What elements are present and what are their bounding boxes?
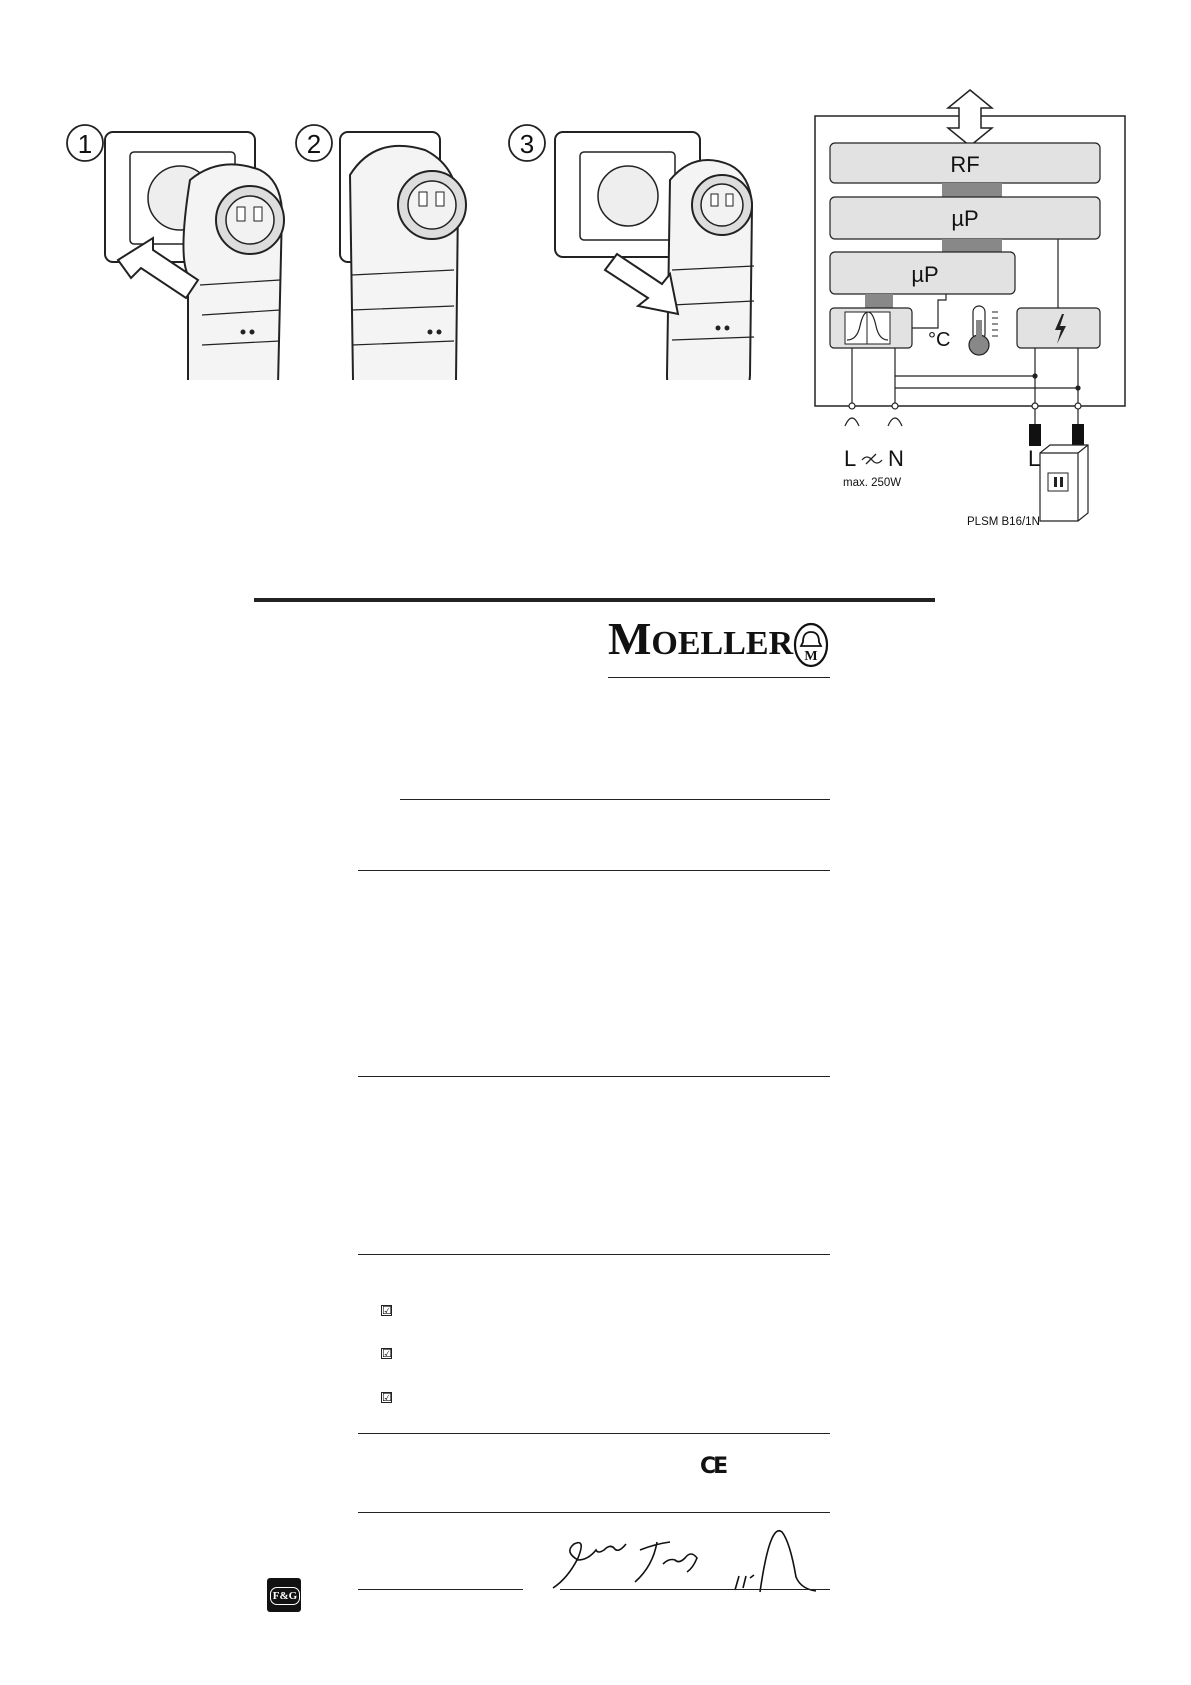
circuit-breaker-icon [1040, 445, 1088, 521]
mp-label-1: µP [951, 206, 979, 231]
block-diagram [810, 88, 1140, 538]
output-label-n: N [888, 446, 904, 471]
mp-mp-connector [942, 239, 1002, 252]
field-line-1 [400, 799, 830, 800]
step-3-illustration [509, 125, 754, 380]
installation-illustrations [50, 110, 770, 380]
remove-arrow-icon [605, 254, 678, 314]
section-rule-2 [358, 1076, 830, 1077]
step-3-number: 3 [519, 129, 535, 159]
load-spec: max. 250W [843, 477, 902, 489]
input-label-l: L [1028, 446, 1041, 471]
signature-line-right [560, 1589, 830, 1590]
input-plug-l [1029, 424, 1041, 446]
section-rule-4 [358, 1433, 830, 1434]
header-rule [254, 598, 935, 602]
signature-line-left [358, 1589, 523, 1590]
fg-logo [267, 1578, 301, 1612]
moeller-bell-emblem [793, 622, 829, 668]
output-terminal-l-icon [845, 418, 859, 426]
mp-label-2: µP [911, 262, 939, 287]
section-rule-1 [358, 870, 830, 871]
standard-checkbox-3[interactable]: ☑ [382, 1391, 392, 1404]
step-1-illustration [67, 125, 284, 380]
step-2-number: 2 [306, 129, 322, 159]
dimmer-symbol-icon [862, 454, 882, 464]
standard-checkbox-2[interactable]: ☑ [382, 1347, 392, 1360]
logo-initial: M [608, 613, 652, 664]
output-label-l: L [844, 446, 857, 471]
breaker-label: PLSM B16/1N [967, 516, 1040, 528]
rf-label: RF [950, 152, 980, 177]
temperature-unit: °C [928, 329, 951, 351]
logo-rest: OELLER [651, 625, 794, 662]
section-rule-5 [358, 1512, 830, 1513]
input-plug-n [1072, 424, 1084, 446]
step-1-number: 1 [77, 129, 93, 159]
rf-mp-connector [942, 183, 1002, 197]
fg-logo-text: F&G [270, 1587, 300, 1605]
moeller-logo [608, 612, 793, 665]
section-rule-3 [358, 1254, 830, 1255]
step-2-illustration [296, 125, 466, 380]
signature-image [545, 1528, 835, 1598]
standard-checkbox-1[interactable]: ☑ [382, 1304, 392, 1317]
output-terminal-n-icon [888, 418, 902, 426]
logo-underline [608, 677, 830, 678]
emblem-letter: M [804, 649, 818, 664]
ce-mark: CE [700, 1454, 726, 1479]
